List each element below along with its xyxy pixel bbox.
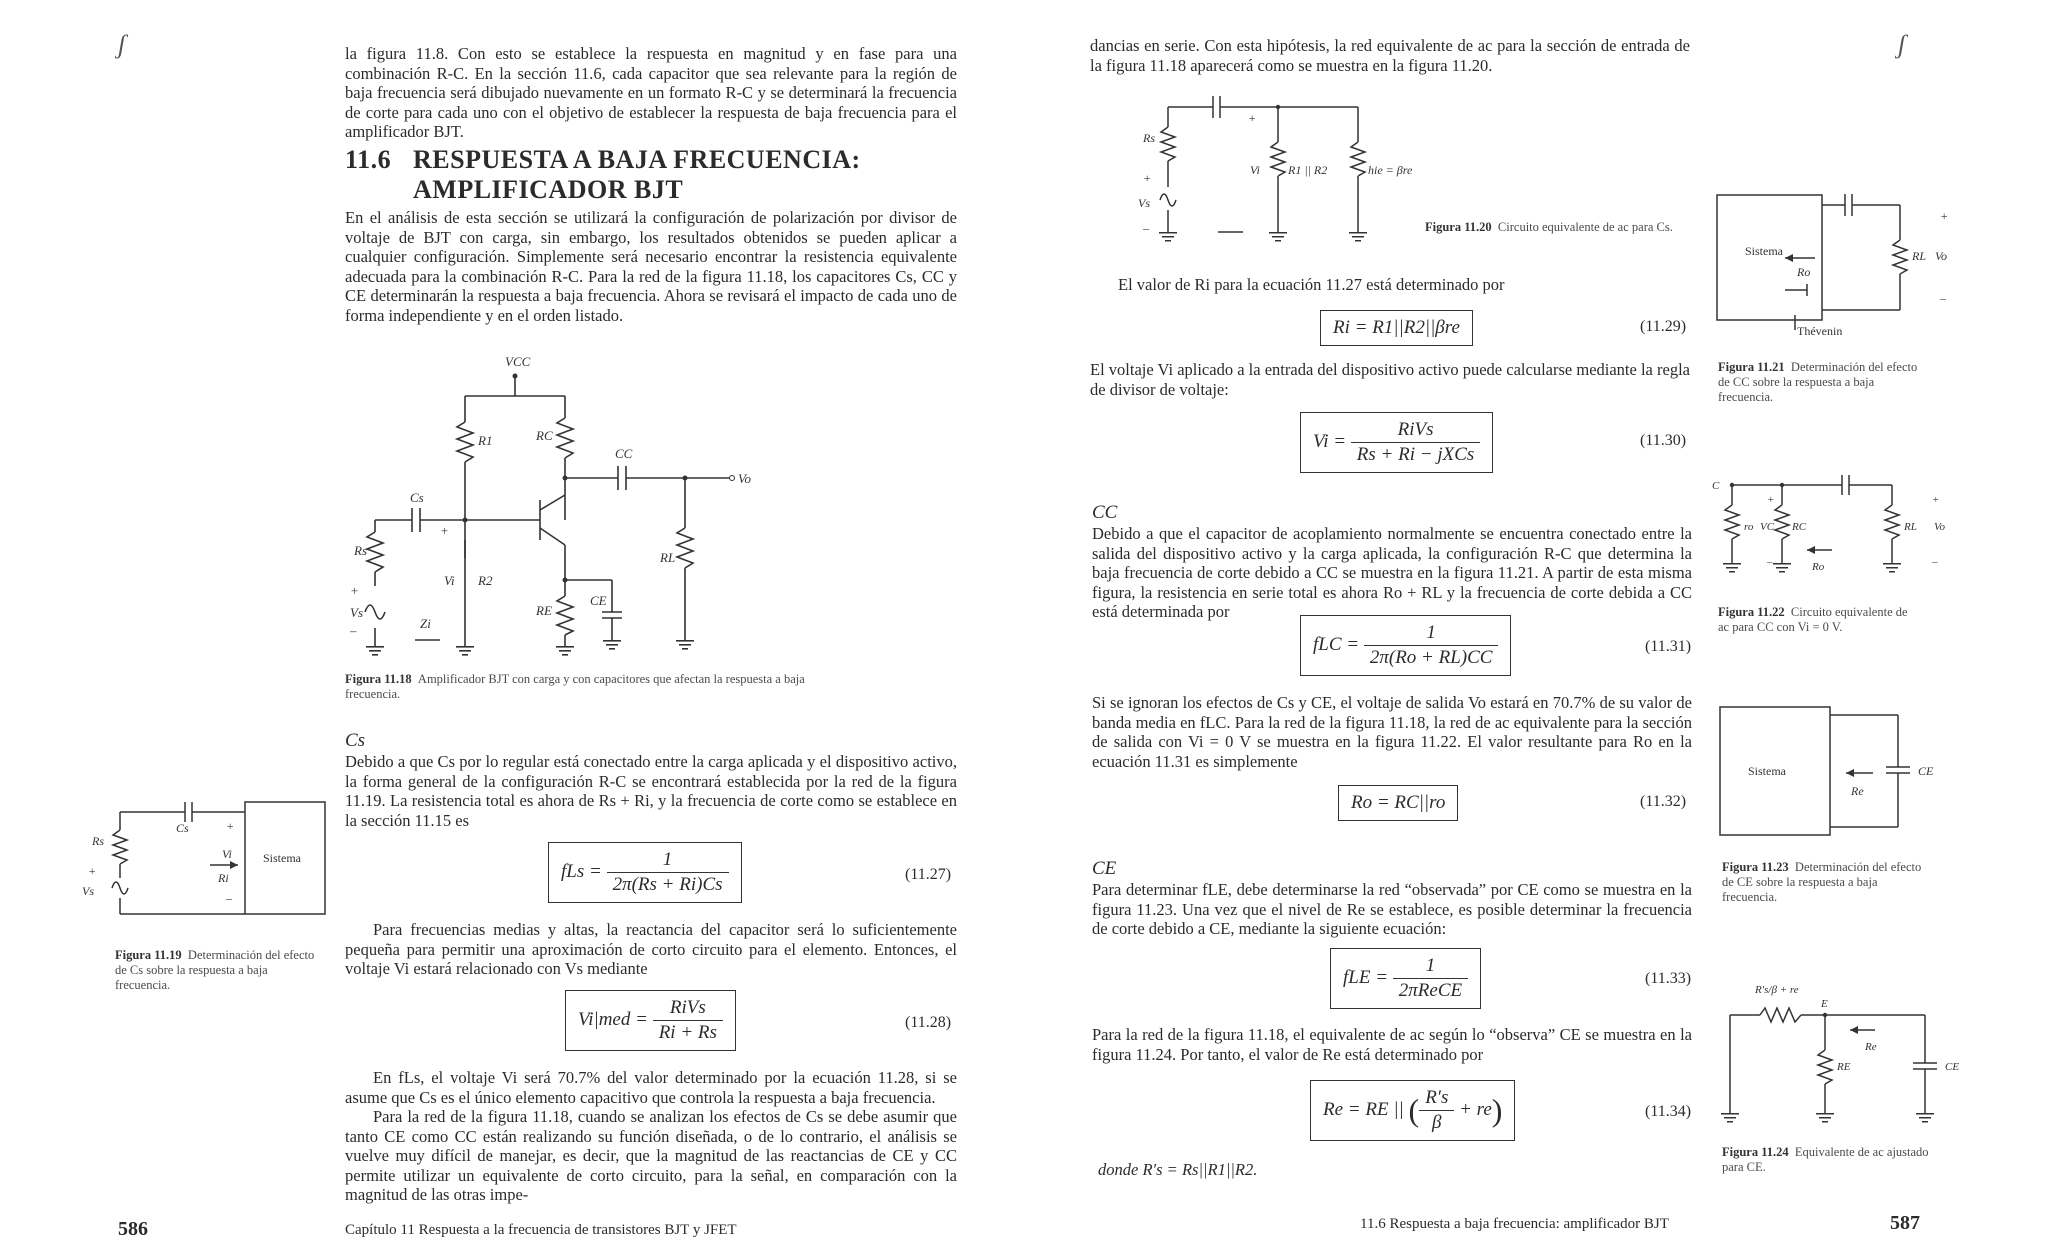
- eq30-number: (11.30): [1640, 432, 1687, 449]
- fig22-minus-vo: –: [1932, 556, 1938, 568]
- fig18-r1-label: R1: [478, 433, 493, 448]
- figure-11-21-circuit: [1715, 190, 1960, 340]
- fig22-ro-label: ro: [1744, 521, 1754, 533]
- fig21-system-box-label: Sistema: [1745, 244, 1783, 258]
- eq30-lhs: Vi =: [1313, 430, 1347, 452]
- fig18-plus: +: [440, 523, 449, 538]
- eq32-number: (11.32): [1640, 793, 1687, 810]
- fig22-rc-label: RC: [1792, 521, 1807, 533]
- fig24-caption-label: Figura 11.24: [1722, 1145, 1789, 1159]
- figure-11-21-caption: [1718, 360, 1918, 405]
- fig20-caption-label: Figura 11.20: [1425, 220, 1492, 234]
- eq30-den: Rs + Ri − jXCs: [1356, 444, 1475, 465]
- fig19-vi-label: Vi: [222, 847, 232, 861]
- eq30-num: RiVs: [1351, 419, 1480, 443]
- midfreq-paragraph: Para frecuencias medias y altas, la reactancia del capacitor será lo suficientemente pequeña para permitir una aproximación de corto circuito para el elemento. Entonces, el voltaje Vi estará relacionado con Vs mediante: [345, 920, 957, 978]
- fig24-caption-text: Equivalente de ac ajustado para CE.: [1722, 1145, 1929, 1174]
- fig20-plus: +: [1248, 111, 1257, 125]
- footer-left: Capítulo 11 Respuesta a la frecuencia de transistores BJT y JFET: [345, 1222, 737, 1238]
- figure-11-19-circuit: [80, 800, 330, 930]
- section-number: 11.6: [345, 145, 392, 174]
- fig18-cc-label: CC: [615, 446, 633, 461]
- fig18-vs-label: Vs: [350, 605, 363, 620]
- intro-paragraph-left: la figura 11.8. Con esto se establece la respuesta en magnitud y en fase para una combinación R-C. En la sección 11.6, cada capacitor que sea relevante para la región de baja frecuencia será dibujado nuevamente en un formato R-C y se determinará la frecuencia de corte para cada uno con el objetivo de establecer la respuesta de baja frecuencia para el amplificador BJT.: [345, 44, 957, 141]
- fig18-vo-label: Vo: [738, 471, 751, 486]
- section-intro-paragraph: En el análisis de esta sección se utilizará la configuración de polarización por divisor de voltaje de BJT con carga, sin embargo, los resultados obtenidos se pueden aplicar a cualquier configuración. Simplemente será necesario encontrar la resistencia equivalente adecuada para la combinación R-C. Para la red de la figura 11.18, los capacitores Cs, CC y CE determinarán la respuesta a baja frecuencia. Ahora se revisará el impacto de cada uno de forma independiente y en el orden listado.: [345, 208, 957, 325]
- fig24-re-label: RE: [1837, 1061, 1851, 1073]
- fig19-caption-text: Determinación del efecto de Cs sobre la respuesta a baja frecuencia.: [115, 948, 315, 992]
- fig20-caption-text: Circuito equivalente de ac para Cs.: [1497, 220, 1673, 234]
- eq27-den: 2π(Rs + Ri)Cs: [612, 874, 723, 895]
- fig19-cs-label: Cs: [176, 821, 189, 835]
- eq34-num: R′s: [1419, 1087, 1454, 1111]
- section-heading: [345, 145, 905, 207]
- fls-paragraph: En fLs, el voltaje Vi será 70.7% del valor determinado por la ecuación 11.28, si se asume que Cs es el único elemento capacitivo que controla la respuesta a baja frecuencia.: [345, 1068, 957, 1107]
- fig22-minus: –: [1767, 556, 1773, 568]
- eq34-tail: + re: [1459, 1098, 1492, 1120]
- eq28-num: RiVs: [653, 997, 723, 1021]
- intro-paragraph-right: dancias en serie. Con esta hipótesis, la red equivalente de ac para la sección de entrada de la figura 11.18 aparecerá como se muestra en la figura 11.20.: [1090, 36, 1690, 75]
- cs-heading: Cs: [345, 730, 366, 751]
- last-paragraph-left: Para la red de la figura 11.18, cuando se analizan los efectos de Cs se debe asumir que tanto CE como CC están realizando su función diseñada, o de lo contrario, el análisis se vuelve muy difícil de manejar, es decir, que la magnitud de las reactancias de CE y CC permite utilizar un equivalente de corto circuito, para la señal, en comparación con la magnitud de las otras impe-: [345, 1107, 957, 1204]
- fig22-plus-vo: +: [1932, 494, 1940, 506]
- fig20-rs-label: Rs: [1143, 131, 1155, 145]
- ro-paragraph: Si se ignoran los efectos de Cs y CE, el voltaje de salida Vo estará en 70.7% de su valor de banda media en fLC. Para la red de la figura 11.18, la red de ac equivalente para la sección de salida con Vi = 0 V se muestra en la figura 11.22. El valor resultante para Ro en la ecuación 11.31 es simplemente: [1092, 693, 1692, 771]
- figure-11-24-caption: [1722, 1145, 1942, 1175]
- equation-11-28: [565, 990, 736, 1051]
- figure-11-18-caption: [345, 672, 825, 702]
- fig21-caption-text: Determinación del efecto de CC sobre la respuesta a baja frecuencia.: [1718, 360, 1918, 404]
- eq27-num: 1: [607, 849, 729, 873]
- fig20-hie-label: hie = βre: [1368, 163, 1413, 177]
- figure-11-23-caption: [1722, 860, 1922, 905]
- fig21-ro-label: Ro: [1797, 265, 1811, 279]
- eq27-lhs: fLs =: [561, 860, 602, 882]
- eq31-den: 2π(Ro + RL)CC: [1369, 647, 1493, 668]
- eq28-den: Ri + Rs: [658, 1022, 717, 1043]
- fig18-rs-label: Rs: [354, 543, 367, 558]
- eq29-number: (11.29): [1640, 318, 1687, 335]
- fig18-vi-label: Vi: [444, 573, 455, 588]
- eq28-number: (11.28): [905, 1014, 952, 1031]
- eq33-num: 1: [1393, 955, 1468, 979]
- fig19-ri-label: Ri: [218, 871, 229, 885]
- fig18-minus-vs: –: [350, 623, 357, 638]
- fig21-vo-label: Vo: [1935, 249, 1947, 263]
- figure-11-19-caption: [115, 948, 315, 993]
- fig22-plus: +: [1767, 494, 1775, 506]
- fig19-vs-label: Vs: [82, 884, 94, 898]
- fig18-zi-label: Zi: [420, 616, 431, 631]
- fig21-plus: +: [1940, 209, 1949, 223]
- fig21-rl-label: RL: [1912, 249, 1927, 263]
- donde-line: donde R′s = Rs||R1||R2.: [1098, 1160, 1258, 1179]
- cs-paragraph: Debido a que Cs por lo regular está conectado entre la carga aplicada y el dispositivo activo, la forma general de la configuración R-C se encontrará establecida por la red de la figura 11.19. La resistencia total es ahora de Rs + Ri, y la frecuencia de corte como se establece en la sección 11.15 es: [345, 752, 957, 830]
- figure-11-20-circuit: [1118, 92, 1418, 252]
- equation-11-33: [1330, 948, 1481, 1009]
- eq28-lhs: Vi|med =: [578, 1008, 648, 1030]
- figure-11-22-circuit: [1712, 475, 1962, 585]
- fig23-re-label: Re: [1851, 784, 1864, 798]
- eq27-number: (11.27): [905, 866, 952, 883]
- equation-11-30: [1300, 412, 1493, 473]
- eq31-lhs: fLC =: [1313, 633, 1360, 655]
- equation-11-31: [1300, 615, 1511, 676]
- fig21-minus: –: [1940, 291, 1946, 305]
- fig22-ro-arrow-label: Ro: [1812, 561, 1825, 573]
- fig21-caption-label: Figura 11.21: [1718, 360, 1785, 374]
- cc-paragraph: Debido a que el capacitor de acoplamiento normalmente se encuentra conectado entre la salida del dispositivo activo y la carga aplicada, la configuración R-C que determina la baja frecuencia de corte debido a CC se muestra en la figura 11.21. A partir de esta misma figura, la resistencia en serie total es ahora Ro + RL y la frecuencia de corte debida a CC está determinada por: [1092, 524, 1692, 621]
- fig18-cs-label: Cs: [410, 490, 424, 505]
- fig23-ce-label: CE: [1918, 764, 1934, 778]
- eq34-number: (11.34): [1645, 1103, 1692, 1120]
- fig19-plus-vs: +: [88, 864, 97, 878]
- figure-11-24-circuit: [1715, 975, 1965, 1125]
- fig18-caption-label: Figura 11.18: [345, 672, 412, 686]
- figure-11-23-circuit: [1718, 705, 1958, 845]
- fig18-r2-label: R2: [478, 573, 493, 588]
- page-number-right: 587: [1890, 1212, 1920, 1234]
- fig19-minus: –: [226, 891, 232, 905]
- fig20-r1r2-label: R1 || R2: [1288, 163, 1328, 177]
- eq33-den: 2πReCE: [1398, 980, 1463, 1001]
- page-number-left: 586: [118, 1218, 148, 1240]
- section-title-line1: RESPUESTA A BAJA FRECUENCIA:: [413, 145, 861, 174]
- fig20-minus-vs: –: [1143, 221, 1149, 235]
- fig19-plus: +: [226, 819, 235, 833]
- fig24-re-arrow-label: Re: [1865, 1041, 1877, 1053]
- figure-11-18-circuit: [340, 350, 760, 670]
- fig19-rs-label: Rs: [92, 834, 104, 848]
- fig18-rc-label: RC: [536, 428, 553, 443]
- figure-11-22-caption: [1718, 605, 1918, 635]
- fig18-re-label: RE: [536, 603, 552, 618]
- fig22-vc-label: VC: [1760, 521, 1775, 533]
- equation-11-27: [548, 842, 742, 903]
- footer-right: 11.6 Respuesta a baja frecuencia: amplificador BJT: [1360, 1216, 1669, 1232]
- ce-paragraph: Para determinar fLE, debe determinarse la red “observada” por CE como se muestra en la figura 11.23. Una vez que el nivel de Re se establece, es posible determinar la frecuencia de corte debido a CE, mediante la siguiente ecuación:: [1092, 880, 1692, 938]
- fig24-ce-label: CE: [1945, 1061, 1960, 1073]
- equation-11-32: Ro = RC||ro: [1338, 785, 1458, 821]
- re-paragraph: Para la red de la figura 11.18, el equivalente de ac según lo “observa” CE se muestra en la figura 11.24. Por tanto, el valor de Re está determinado por: [1092, 1025, 1692, 1064]
- ce-heading: CE: [1092, 858, 1117, 879]
- eq33-number: (11.33): [1645, 970, 1692, 987]
- eq34-den: β: [1432, 1112, 1442, 1133]
- fig22-rl-label: RL: [1904, 521, 1917, 533]
- fig20-plus-vs: +: [1143, 171, 1152, 185]
- figure-11-20-caption: [1425, 220, 1675, 235]
- eq31-number: (11.31): [1645, 638, 1692, 655]
- eq31-num: 1: [1364, 622, 1499, 646]
- vi-paragraph: El voltaje Vi aplicado a la entrada del dispositivo activo puede calcularse mediante la regla de divisor de voltaje:: [1090, 360, 1690, 399]
- section-title-line2: AMPLIFICADOR BJT: [413, 175, 684, 204]
- fig18-ce-label: CE: [590, 593, 607, 608]
- fig18-vcc-label: VCC: [505, 354, 531, 369]
- fig23-system-box-label: Sistema: [1748, 764, 1786, 778]
- fig22-c-label: C: [1712, 480, 1720, 492]
- page-tab-mark-right: ʃ: [1898, 30, 1906, 59]
- equation-11-29: Ri = R1||R2||βre: [1320, 310, 1473, 346]
- fig21-thevenin-label: Thévenin: [1797, 324, 1843, 338]
- fig23-caption-text: Determinación del efecto de CE sobre la respuesta a baja frecuencia.: [1722, 860, 1922, 904]
- eq34-lhs: Re = RE ||: [1323, 1098, 1404, 1120]
- fig19-system-box-label: Sistema: [263, 851, 301, 865]
- cc-heading: CC: [1092, 502, 1118, 523]
- fig24-e-label: E: [1821, 998, 1828, 1010]
- fig18-plus-vs: +: [350, 583, 359, 598]
- fig18-caption-text: Amplificador BJT con carga y con capacitores que afectan la respuesta a baja frecuencia.: [345, 672, 805, 701]
- fig19-caption-label: Figura 11.19: [115, 948, 182, 962]
- fig20-vi-label: Vi: [1250, 163, 1260, 177]
- fig22-caption-text: Circuito equivalente de ac para CC con Vi = 0 V.: [1718, 605, 1908, 634]
- fig18-rl-label: RL: [660, 550, 676, 565]
- fig23-caption-label: Figura 11.23: [1722, 860, 1789, 874]
- fig22-vo-label: Vo: [1934, 521, 1945, 533]
- page-tab-mark-left: ʃ: [118, 30, 126, 59]
- eq33-lhs: fLE =: [1343, 966, 1389, 988]
- fig24-rs-beta-label: R′s/β + re: [1755, 984, 1799, 996]
- fig20-vs-label: Vs: [1138, 196, 1150, 210]
- ri-paragraph: El valor de Ri para la ecuación 11.27 está determinado por: [1118, 275, 1505, 294]
- fig22-caption-label: Figura 11.22: [1718, 605, 1785, 619]
- equation-11-34: Re = RE || ( $\frac{R's}{\beta}$ + re): [1310, 1080, 1515, 1141]
